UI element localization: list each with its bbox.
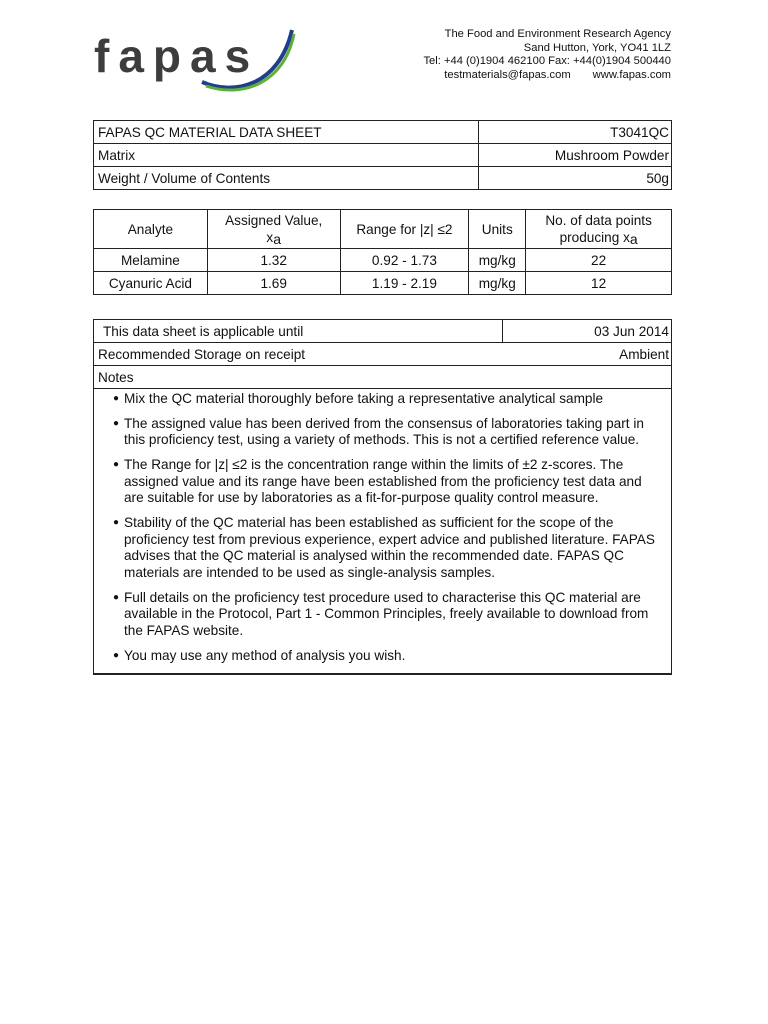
datapoints-value: 12 bbox=[526, 272, 672, 295]
table-row bbox=[94, 144, 672, 167]
weight-value: 50g bbox=[479, 167, 672, 190]
applicable-date: 03 Jun 2014 bbox=[502, 320, 671, 343]
analyte-name: Melamine bbox=[94, 249, 208, 272]
table-row bbox=[94, 167, 672, 190]
table-row bbox=[94, 389, 672, 675]
units-value: mg/kg bbox=[469, 249, 526, 272]
table-row bbox=[94, 320, 672, 343]
agency-address bbox=[423, 28, 671, 82]
assigned-value: 1.69 bbox=[207, 272, 340, 295]
logo-text: fapas bbox=[94, 30, 260, 82]
sheet-title: FAPAS QC MATERIAL DATA SHEET bbox=[94, 121, 479, 144]
storage-value: Ambient bbox=[502, 343, 671, 366]
list-item: ● The assigned value has been derived from the consensus of laboratories taking part in this proficiency test, using a variety of methods. This is not a certified reference value. bbox=[113, 415, 644, 448]
contact-line bbox=[423, 69, 671, 83]
table-row bbox=[94, 272, 672, 295]
table-row bbox=[94, 343, 672, 366]
list-item: ● Stability of the QC material has been established as sufficient for the scope of the proficiency test from previous experience, expert advice and published literature. FAPAS advises that the QC material is analysed within the recommended date. FAPAS QC materials are intended to be used as single-analysis samples. bbox=[113, 515, 655, 580]
website-link[interactable]: www.fapas.com bbox=[592, 68, 671, 81]
analyte-name: Cyanuric Acid bbox=[94, 272, 208, 295]
list-item: ● Full details on the proficiency test procedure used to characterise this QC material are available in the Protocol, Part 1 - Common Principles, freely available to download from the FAPAS website. bbox=[113, 589, 649, 638]
bullet-icon: ● bbox=[113, 649, 120, 661]
table-header-row bbox=[94, 210, 672, 249]
bullet-icon: ● bbox=[113, 591, 120, 603]
material-info-table bbox=[93, 120, 672, 190]
matrix-value: Mushroom Powder bbox=[479, 144, 672, 167]
bullet-icon: ● bbox=[113, 393, 120, 404]
header-analyte: Analyte bbox=[94, 210, 208, 249]
range-value: 1.19 - 2.19 bbox=[340, 272, 469, 295]
notes-cell bbox=[94, 389, 672, 675]
sheet-code: T3041QC bbox=[479, 121, 672, 144]
list-item: ● You may use any method of analysis you wish. bbox=[113, 647, 406, 663]
header-assigned-value: Assigned Value, xa bbox=[207, 210, 340, 249]
address-line: Tel: +44 (0)1904 462100 Fax: +44(0)1904 500440 bbox=[423, 55, 671, 68]
bullet-icon: ● bbox=[113, 517, 120, 529]
list-item: ● The Range for |z| ≤2 is the concentration range within the limits of ±2 z-scores. The assigned value and its range have been established from the proficiency test data and are suitable for use by laboratories as a fit-for-purpose quality control measure. bbox=[113, 457, 642, 506]
datapoints-value: 22 bbox=[526, 249, 672, 272]
bullet-icon: ● bbox=[113, 459, 120, 471]
table-row bbox=[94, 366, 672, 389]
bullet-icon: ● bbox=[113, 417, 120, 429]
header-units: Units bbox=[469, 210, 526, 249]
matrix-label: Matrix bbox=[94, 144, 479, 167]
list-item: ● Mix the QC material thoroughly before taking a representative analytical sample bbox=[113, 391, 604, 406]
table-row bbox=[94, 121, 672, 144]
weight-label: Weight / Volume of Contents bbox=[94, 167, 479, 190]
notes-list bbox=[94, 389, 671, 673]
table-row bbox=[94, 249, 672, 272]
header-range: Range for |z| ≤2 bbox=[340, 210, 469, 249]
analyte-table bbox=[93, 209, 672, 295]
address-line: The Food and Environment Research Agency bbox=[444, 28, 671, 40]
applicable-label: This data sheet is applicable until bbox=[94, 320, 503, 343]
assigned-value: 1.32 bbox=[207, 249, 340, 272]
storage-label: Recommended Storage on receipt bbox=[94, 343, 503, 366]
email-link[interactable]: testmaterials@fapas.com bbox=[444, 68, 571, 81]
header-datapoints: No. of data points producing xa bbox=[526, 210, 672, 249]
fapas-logo bbox=[94, 24, 304, 94]
units-value: mg/kg bbox=[469, 272, 526, 295]
details-table bbox=[93, 319, 672, 675]
notes-heading: Notes bbox=[94, 366, 672, 389]
range-value: 0.92 - 1.73 bbox=[340, 249, 469, 272]
address-line: Sand Hutton, York, YO41 1LZ bbox=[523, 41, 671, 54]
